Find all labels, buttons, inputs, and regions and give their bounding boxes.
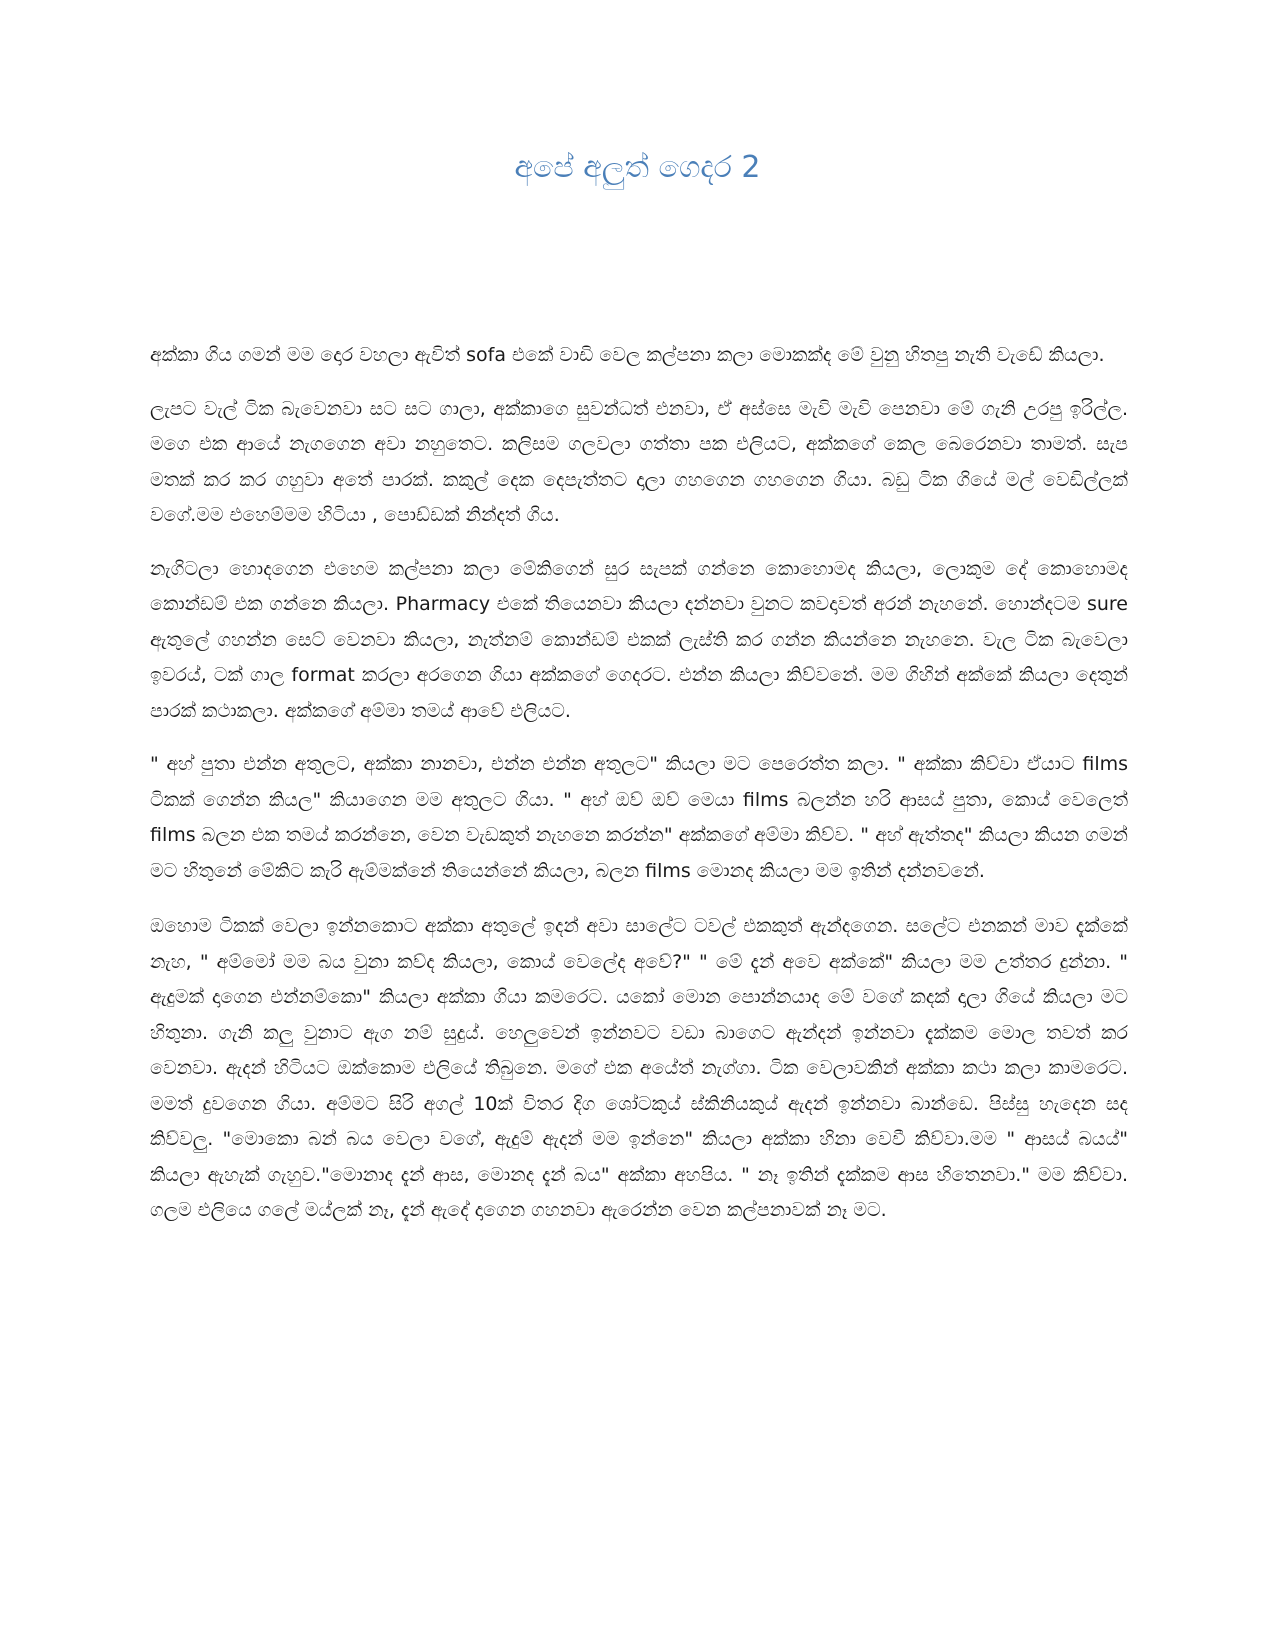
paragraph: අක්කා ගිය ගමන් මම දොර වහලා ඇවිත් sofa එකේ වාඩි වෙල කල්පනා කලා මොකක්ද මේ වුනු හිතපු නැති වැඩේ කියලා. [150, 344, 1105, 366]
paragraph: " අහ් පුතා එන්න අතුලට, අක්කා නානවා, එන්න එන්න අතුලට" කියලා මට පෙරෙත්ත කලා. " අක්කා කිව්වා ඒයාට films ටිකක් ගෙන්න කියල" කියාගෙන මම අතුලට ගියා. " අහ් ඔව් ඔව් මෙයා films බලන්න හරි ආසය් පුතා, කොය් වෙලෙත් films බලන එක තමය් කරන්නෙ, වෙන වැඩකුත් නැහනෙ කරන්න" අක්කගේ අම්මා කිව්ව. " අහ් ඇත්තද" කියලා කියන ගමන් මට හිතුනේ මේකිට කැරි ඇම්මක්නේ තියෙන්නේ කියලා, බලන films මොනද කියලා මම ඉතින් දන්නවනේ. [150, 753, 1128, 882]
document-body [150, 338, 1128, 1247]
paragraph: ඔහොම ටිකක් වෙලා ඉන්නකොට අක්කා අතුලේ ඉදන් අවා සාලේට ටවල් එකකුත් ඇන්දගෙන. සලේට එනකන් මාව දැක්කේ නැහ, " අම්මෝ මම බය වුනා කව්ද කියලා, කොය් වෙලේද අවේ?" " මේ දැන් අවෙ අක්කේ" කියලා මම උත්තර දුන්නා. " ඇදුමක් දාගෙන එන්නම්කො" කියලා අක්කා ගියා කමරෙට. යකෝ මොන පොන්නයාද මේ වගේ කදක් දාලා ගියේ කියලා මට හිතුනා. ගැනි කලු වුනාට ඇග නම් සුදුය්. හෙලුවෙන් ඉන්නවට වඩා බාගෙට ඇන්දන් ඉන්නවා දැක්කම මොල තවත් කර වෙනවා. ඇදන් හිටියට ඔක්කොම එලියේ තිබුනෙ. මගේ එක අයේත් නැග්ගා. ටික වෙලාවකින් අක්කා කථා කලා කාමරෙට. මමත් දුවගෙන ගියා. අම්මට සිරි අගල් 10ක් විතර දිග ශෝටකුය් ස්කිනියකුය් ඇදන් ඉන්නවා බාන්ඩෙ. පිස්සු හැදෙන සද කිව්වලු. "මොකො බන් බය වෙලා වගේ, ඇදුම් ඇදන් මම ඉන්නෙ" කියලා අක්කා හිනා වෙවී කිව්වා.මම " ආසය් බයය්" කියලා ඇහැක් ගැහුව."මොනාද දැන් ආස, මොනද දැන් බය" අක්කා අහපිය. " නෑ ඉතින් දැක්කම ආස හිතෙනවා." මම කිව්වා. ගලම එලියෙ ගලේ මය්ලක් නෑ, දැන් ඇදේ දාගෙන ගහනවා ඇරෙන්න වෙන කල්පනාවක් නෑ මට. [150, 915, 1128, 1221]
document-title: අපේ අලුත් ගෙදර 2 [514, 150, 761, 185]
paragraph: ලැපට වැල් ටික බැවෙනවා සට සට ගාලා, අක්කාගෙ සුවන්ධත් එනවා, ඒ අස්සෙ මැවි මැවි පෙනවා මේ ගැනි උරපු ඉරිල්ල. මගෙ එක ආයේ නැගගෙන අවා නහුතෙට. කලිසම ගලවලා ගත්තා පක එලියට, අක්කගේ කෙල බෙරෙනවා තාමත්. සැප මතක් කර කර ගහුවා අතේ පාරක්. කකුල් දෙක දෙපැත්තට දාලා ගහගෙන ගහගෙන ගියා. බඩු ටික ගියේ මල් වෙඩිල්ලක් වගේ.මම එහෙම්මම හිටියා , පොඩ්ඩක් නින්දත් ගිය. [150, 397, 1128, 526]
paragraph: නැගිටලා හොදගෙන එහෙම කල්පනා කලා මේකිගෙන් සුර සැපක් ගන්නෙ කොහොමද කියලා, ලොකුම දේ කොහොමද කොන්ඩම් එක ගන්නෙ කියලා. Pharmacy එකේ තියෙනවා කියලා දන්නවා වුනට කවදාවත් අරන් නැහනේ. හොන්දටම sure ඇතුලේ ගහන්න සෙට් වෙනවා කියලා, නැත්නම් කොන්ඩම් එකක් ලැස්ති කර ගන්න කියන්නෙ නැහනෙ. වැල ටික බැවෙලා ඉවරය්, ටක් ගාල format කරලා අරගෙන ගියා අක්කගේ ගෙදරට. එන්න කියලා කිව්වනේ. මම ගිහින් අක්කේ කියලා දෙතුන් පාරක් කථාකලා. අක්කගේ අම්මා තමය් ආවේ එලියට. [150, 557, 1128, 722]
